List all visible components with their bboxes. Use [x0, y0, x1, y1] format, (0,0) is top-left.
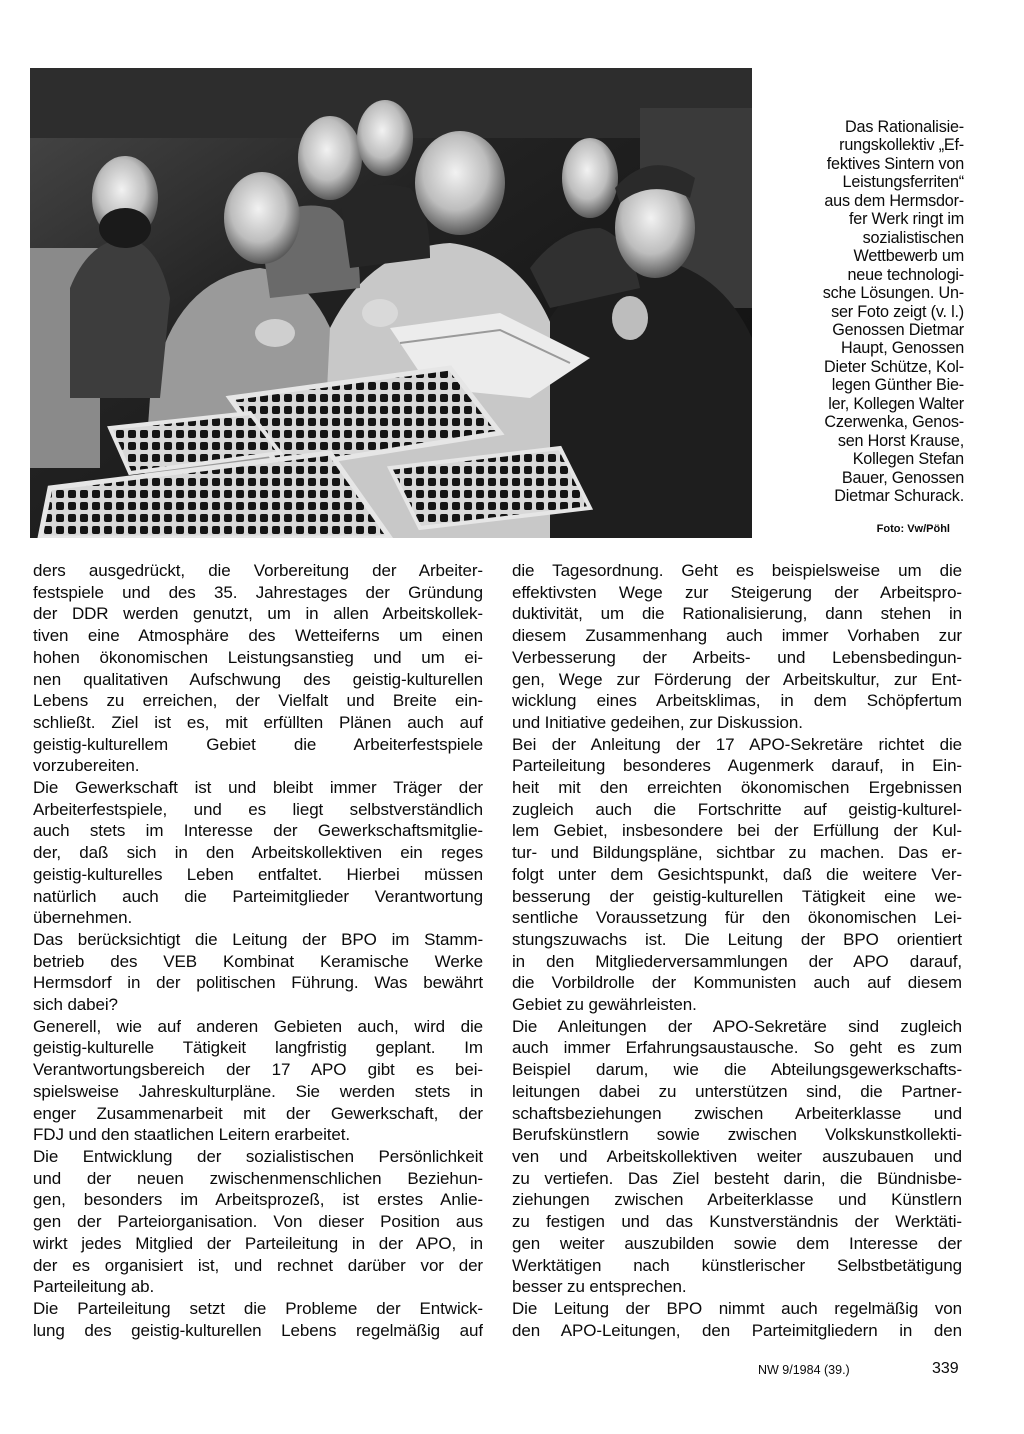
- text-line: vorzubereiten.: [33, 756, 140, 776]
- caption-line: Bauer, Genossen: [841, 468, 964, 487]
- text-line: schließt. Ziel ist es, mit erfüllten Plänen auch auf: [33, 712, 483, 732]
- text-line: heit mit den erreichten ökonomischen Ergebnissen: [512, 778, 962, 798]
- text-line: der DDR werden genutzt, um in allen Arbeitskollek-: [33, 604, 483, 624]
- text-line: in den Mitgliederversammlungen der APO darauf,: [512, 951, 962, 971]
- text-line: der es organisiert ist, und rechnet darüber vor der: [33, 1255, 483, 1275]
- text-line: FDJ und den staatlichen Leitern erarbeitet.: [33, 1125, 350, 1145]
- text-line: Lebens zu erreichen, der Vielfalt und Breite ein-: [33, 691, 483, 711]
- text-line: lem Gebiet, insbesondere bei der Erfüllung der Kul-: [512, 821, 962, 841]
- text-line: festspiele und des 35. Jahrestages der Gründung: [33, 582, 483, 602]
- caption-line: fektives Sintern von: [826, 154, 964, 173]
- caption-line: Haupt, Genossen: [841, 339, 964, 358]
- text-line: Die Anleitungen der APO-Sekretäre sind zugleich: [512, 1016, 962, 1036]
- text-line: Generell, wie auf anderen Gebieten auch, wird die: [33, 1016, 483, 1036]
- caption-line: Dieter Schütze, Kol-: [824, 357, 964, 376]
- caption-line: neue technologi-: [847, 265, 964, 284]
- text-line: folgt unter dem Gesichtspunkt, daß die weitere Ver-: [512, 864, 962, 884]
- text-line: Parteileitung ab.: [33, 1277, 155, 1297]
- text-line: auch stets im Interesse der Gewerkschaftsmitglie-: [33, 821, 483, 841]
- article-column-left: [33, 560, 483, 1341]
- text-line: ven und Arbeitskollektiven weiter auszubauen und: [512, 1146, 962, 1166]
- caption-line: legen Günther Bie-: [831, 376, 964, 395]
- text-line: Verbesserung der Arbeits- und Lebensbedingun-: [512, 647, 962, 667]
- text-line: effektivsten Wege zur Steigerung der Arbeitspro-: [512, 582, 962, 602]
- text-line: Parteileitung besonderes Augenmerk darauf, in Ein-: [512, 756, 962, 776]
- text-line: diesem Zusammenhang auch immer Vorhaben zur: [512, 626, 962, 646]
- text-line: besser zu entsprechen.: [512, 1277, 687, 1297]
- text-line: wicklung eines Arbeitsklimas, in dem Schöpfertum: [512, 691, 962, 711]
- text-line: der, daß sich in den Arbeitskollektiven ein reges: [33, 843, 483, 863]
- text-line: duktivität, um die Rationalisierung, dann stehen in: [512, 604, 962, 624]
- text-line: gen weiter auszubilden sowie dem Interesse der: [512, 1233, 962, 1253]
- text-line: ziehungen zwischen Arbeiterklasse und Künstlern: [512, 1190, 962, 1210]
- text-line: gen, besonders im Arbeitsprozeß, ist erstes Anlie-: [33, 1190, 483, 1210]
- text-line: tiven eine Atmosphäre des Wetteiferns um einen: [33, 626, 483, 646]
- caption-line: ser Foto zeigt (v. l.): [831, 302, 964, 321]
- caption-line: rungskollektiv „Ef-: [839, 136, 964, 155]
- text-line: zu vertiefen. Das Ziel besteht darin, die Bündnisbe-: [512, 1168, 962, 1188]
- text-line: sich dabei?: [33, 995, 118, 1015]
- caption-line: aus dem Hermsdor-: [824, 191, 964, 210]
- caption-line: sche Lösungen. Un-: [822, 284, 964, 303]
- caption-line: sen Horst Krause,: [837, 431, 964, 450]
- text-line: Die Entwicklung der sozialistischen Persönlichkeit: [33, 1146, 483, 1166]
- text-line: betrieb des VEB Kombinat Keramische Werke: [33, 951, 483, 971]
- text-line: und Initiative gedeihen, zur Diskussion.: [512, 712, 803, 732]
- text-line: zugleich auch die Fortschritte auf geistig-kulturel-: [512, 799, 962, 819]
- caption-line: sozialistischen: [862, 228, 964, 247]
- text-line: geistig-kulturelle Tätigkeit langfristig geplant. Im: [33, 1038, 483, 1058]
- text-line: wirkt jedes Mitglied der Parteileitung in der APO, in: [33, 1233, 483, 1253]
- text-line: Werktätigen nach künstlerischer Selbstbetätigung: [512, 1255, 962, 1275]
- text-line: gen der Parteiorganisation. Von dieser Position aus: [33, 1212, 483, 1232]
- caption-line: Czerwenka, Genos-: [824, 413, 964, 432]
- text-line: Hermsdorf in der politischen Führung. Was bewährt: [33, 973, 483, 993]
- article-column-right: [512, 560, 962, 1341]
- text-line: spielsweise Jahreskulturpläne. Sie werden stets in: [33, 1081, 483, 1101]
- text-line: den APO-Leitungen, den Parteimitgliedern in den: [512, 1320, 962, 1340]
- caption-line: Leistungsferriten“: [842, 173, 964, 192]
- text-line: und der neuen zwischenmenschlichen Beziehun-: [33, 1168, 483, 1188]
- text-line: Bei der Anleitung der 17 APO-Sekretäre richtet die: [512, 734, 962, 754]
- caption-line: Wettbewerb um: [853, 247, 964, 266]
- text-line: Beispiel darum, wie die Abteilungsgewerkschafts-: [512, 1060, 962, 1080]
- text-line: tur- und Bildungspläne, sichtbar zu machen. Das er-: [512, 843, 962, 863]
- text-line: die Vorbildrolle der Kommunisten auch auf diesem: [512, 973, 962, 993]
- photo-caption: [768, 118, 964, 506]
- text-line: Gebiet zu gewährleisten.: [512, 995, 697, 1015]
- text-line: gen, Wege zur Förderung der Arbeitskultur, zur Ent-: [512, 669, 962, 689]
- text-line: sentliche Voraussetzung für den ökonomischen Lei-: [512, 908, 962, 928]
- caption-line: fer Werk ringt im: [848, 210, 964, 229]
- text-line: hohen ökonomischen Leistungsanstieg und um ei-: [33, 647, 483, 667]
- photo-credit: Foto: Vw/Pöhl: [876, 523, 950, 535]
- caption-line: Das Rationalisie-: [845, 118, 964, 136]
- text-line: zu festigen und das Kunstverständnis der Werktäti-: [512, 1212, 962, 1232]
- text-line: nen qualitativen Aufschwung des geistig-kulturellen: [33, 669, 483, 689]
- text-line: Die Gewerkschaft ist und bleibt immer Träger der: [33, 778, 483, 798]
- text-line: ders ausgedrückt, die Vorbereitung der Arbeiter-: [33, 561, 483, 580]
- text-line: geistig-kulturelles Leben entfaltet. Hierbei müssen: [33, 864, 483, 884]
- text-line: die Tagesordnung. Geht es beispielsweise um die: [512, 561, 962, 580]
- text-line: schaftsbeziehungen zwischen Arbeiterklasse und: [512, 1103, 962, 1123]
- text-line: enger Zusammenarbeit mit der Gewerkschaft, der: [33, 1103, 483, 1123]
- text-line: übernehmen.: [33, 908, 133, 928]
- caption-line: ler, Kollegen Walter: [828, 394, 964, 413]
- text-line: Die Leitung der BPO nimmt auch regelmäßig von: [512, 1298, 962, 1318]
- text-line: leitungen dabei zu unterstützen sind, die Partner-: [512, 1081, 962, 1101]
- text-line: Arbeiterfestspiele, und es liegt selbstverständlich: [33, 799, 483, 819]
- text-line: Berufskünstlern sowie zwischen Volkskunstkollekti-: [512, 1125, 962, 1145]
- text-line: Die Parteileitung setzt die Probleme der Entwick-: [33, 1298, 483, 1318]
- text-line: Das berücksichtigt die Leitung der BPO im Stamm-: [33, 929, 483, 949]
- text-line: auch immer Erfahrungsaustausche. So geht es zum: [512, 1038, 962, 1058]
- text-line: geistig-kulturellem Gebiet die Arbeiterfestspiele: [33, 734, 483, 754]
- text-line: stungszuwachs ist. Die Leitung der BPO orientiert: [512, 929, 962, 949]
- text-line: besserung der geistig-kulturellen Tätigkeit eine we-: [512, 886, 962, 906]
- caption-line: Genossen Dietmar: [832, 320, 964, 339]
- caption-line: Dietmar Schurack.: [834, 487, 964, 506]
- text-line: Verantwortungsbereich der 17 APO gibt es bei-: [33, 1060, 483, 1080]
- issue-reference: NW 9/1984 (39.): [758, 1363, 850, 1377]
- text-line: natürlich auch die Parteimitglieder Verantwortung: [33, 886, 483, 906]
- caption-line: Kollegen Stefan: [852, 450, 964, 469]
- page-number: 339: [932, 1360, 959, 1377]
- text-line: lung des geistig-kulturellen Lebens regelmäßig auf: [33, 1320, 483, 1340]
- article-photo: [30, 68, 752, 538]
